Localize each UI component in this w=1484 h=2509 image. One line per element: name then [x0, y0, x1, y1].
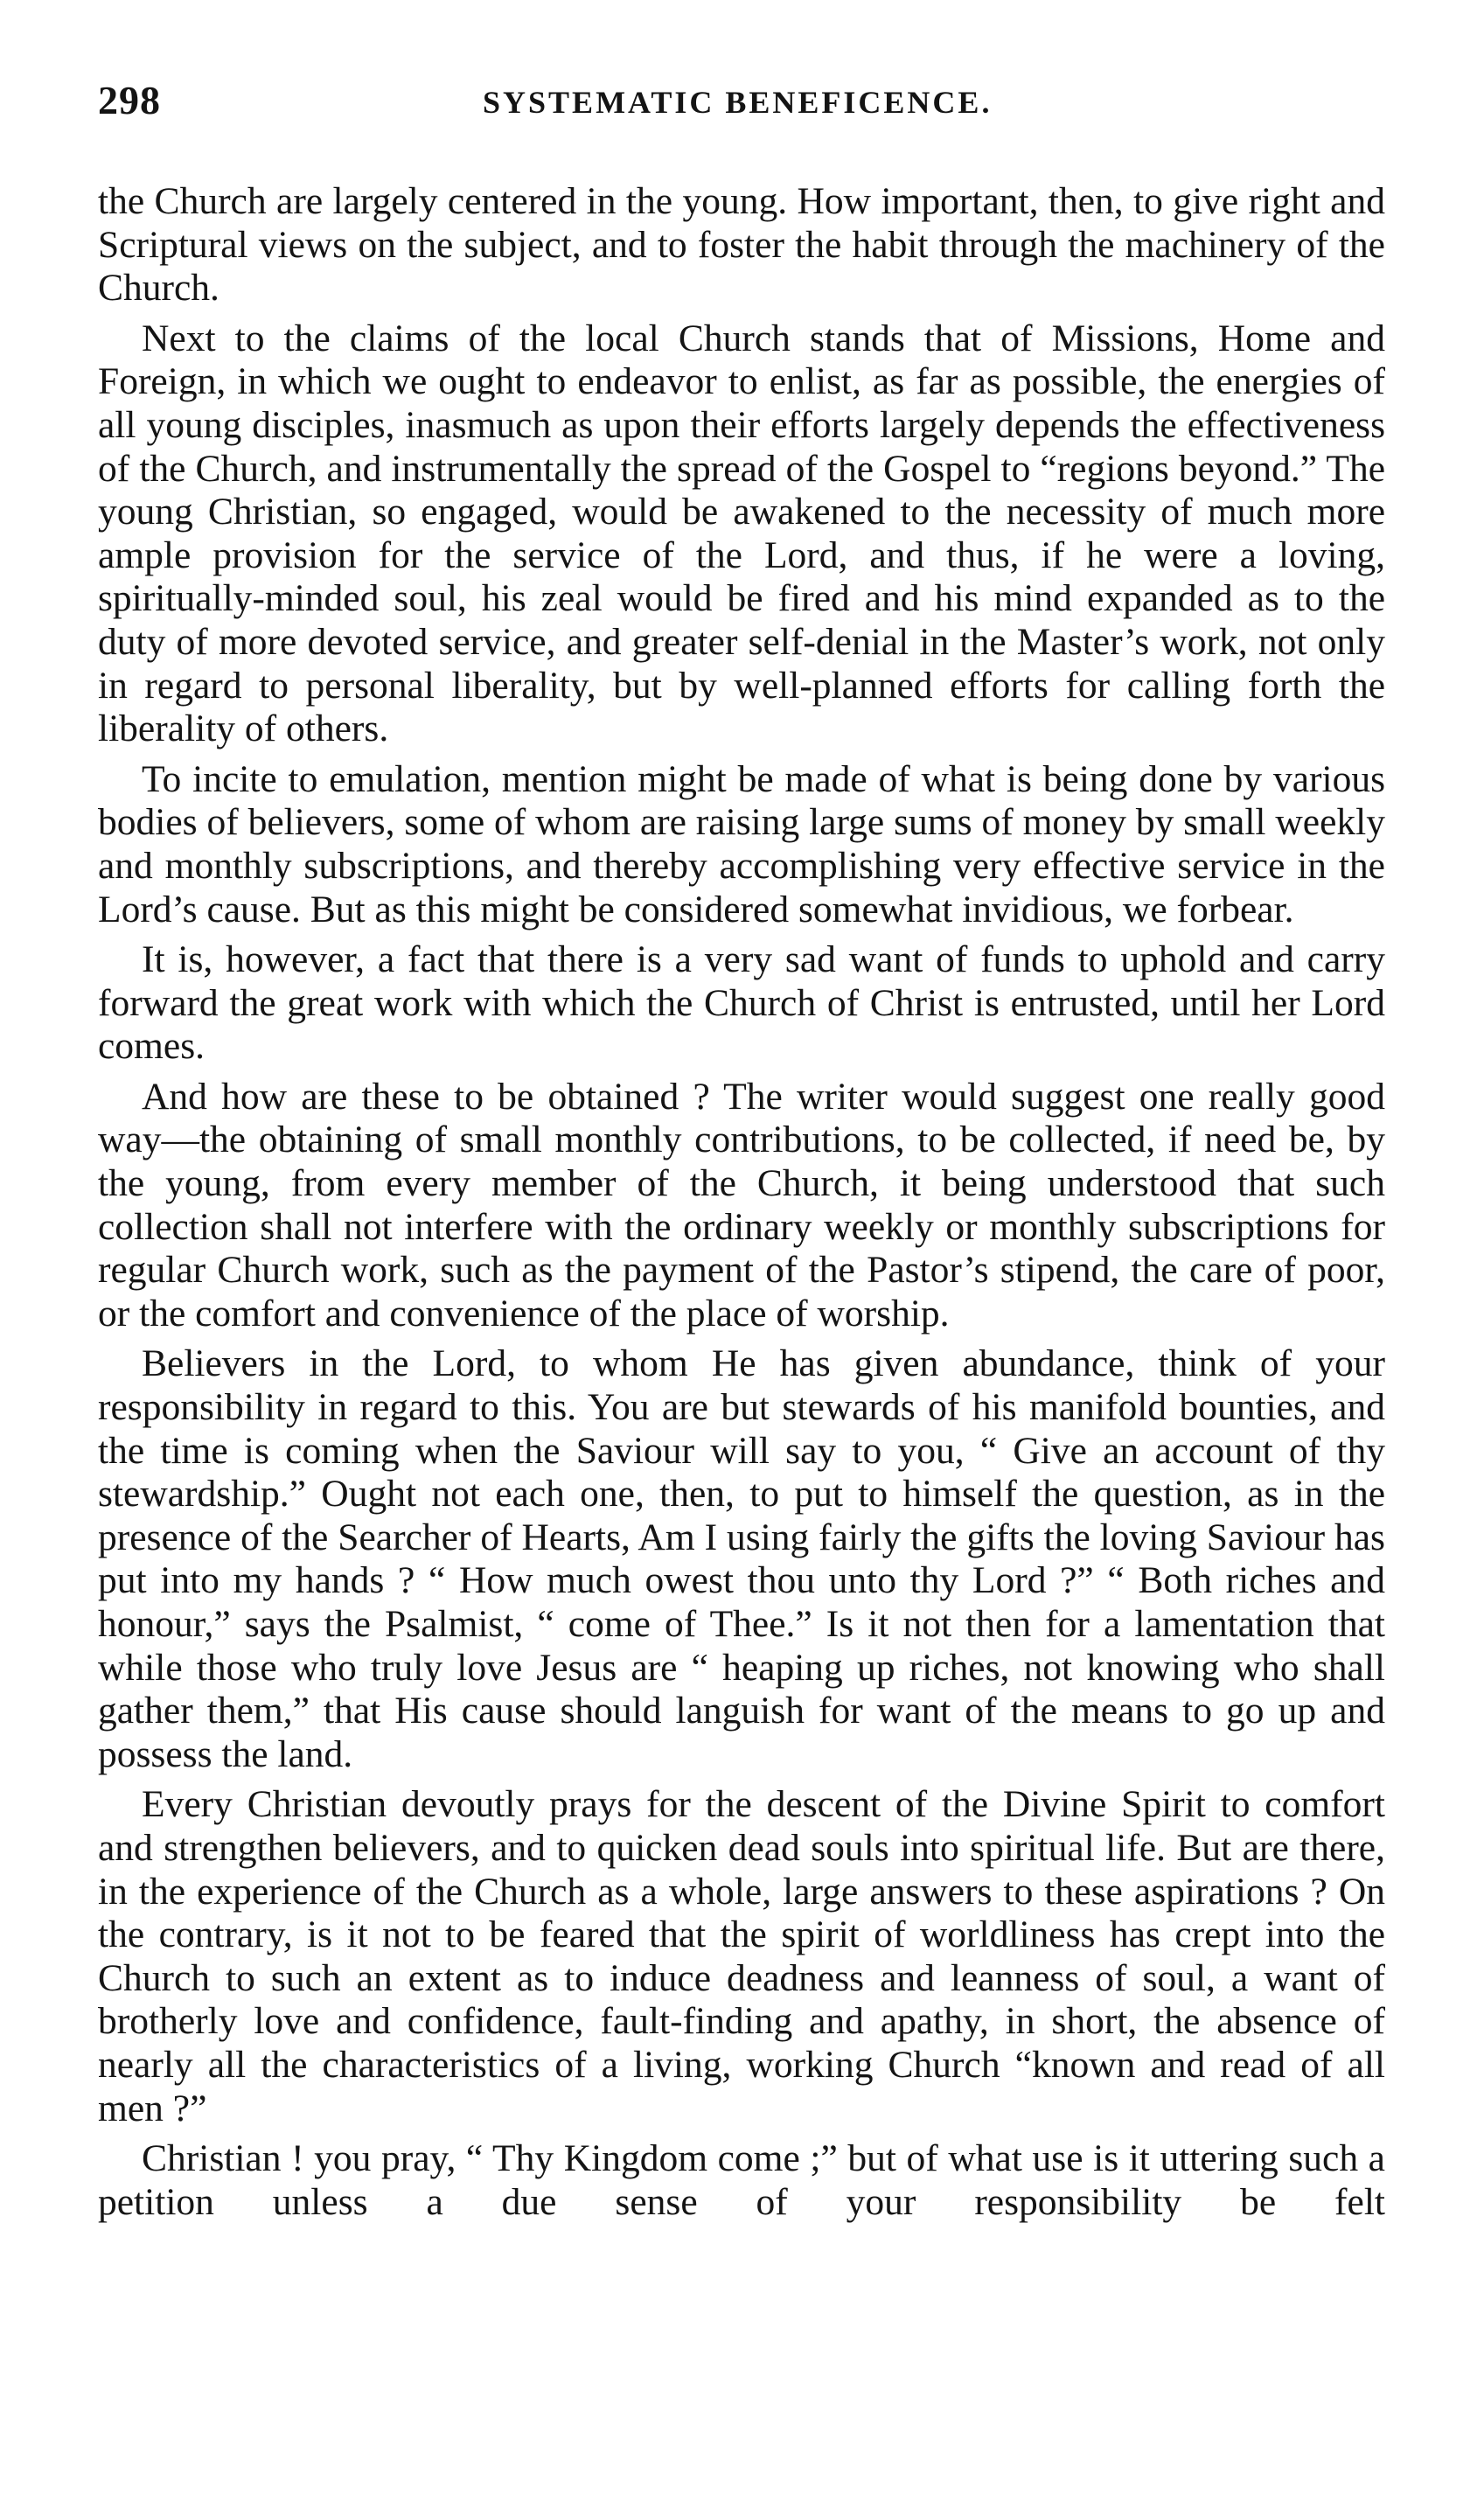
paragraph: Believers in the Lord, to whom He has given abundance, think of your responsibility in regard to this. You are but stewards of his manifold bounties, and the time is coming when the Saviour will say to you, “ Give an account of thy stewardship.” Ought not each one, then, to put to himself the question, as in the presence of the Searcher of Hearts, Am I using fairly the gifts the loving Saviour has put into my hands ? “ How much owest thou unto thy Lord ?” “ Both riches and honour,” says the Psalmist, “ come of Thee.” Is it not then for a lamentation that while those who truly love Jesus are “ heaping up riches, not knowing who shall gather them,” that His cause should languish for want of the means to go up and possess the land. — [98, 1342, 1385, 1775]
paragraph: It is, however, a fact that there is a very sad want of funds to uphold and carry forward the great work with which the Church of Christ is entrusted, until her Lord comes. — [98, 938, 1385, 1068]
page-number: 298 — [98, 78, 161, 122]
paragraph: And how are these to be obtained ? The writer would suggest one really good way—the obtaining of small monthly contributions, to be collected, if need be, by the young, from every member of the Church, it being understood that such collection shall not interfere with the ordinary weekly or monthly subscriptions for regular Church work, such as the payment of the Pastor’s stipend, the care of poor, or the comfort and convenience of the place of worship. — [98, 1075, 1385, 1335]
paragraph: To incite to emulation, mention might be made of what is being done by various bodies of believers, some of whom are raising large sums of money by small weekly and monthly subscriptions, and thereby accomplishing very effective service in the Lord’s cause. But as this might be considered somewhat invidious, we forbear. — [98, 757, 1385, 930]
paragraph: Christian ! you pray, “ Thy Kingdom come ;” but of what use is it uttering such a petition unless a due sense of your responsibility be felt — [98, 2137, 1385, 2223]
page-header — [98, 77, 1385, 138]
paragraph: the Church are largely centered in the young. How important, then, to give right and Scriptural views on the subject, and to foster the habit through the machinery of the Church. — [98, 180, 1385, 310]
paragraph: Every Christian devoutly prays for the descent of the Divine Spirit to comfort and strengthen believers, and to quicken dead souls into spiritual life. But are there, in the experience of the Church as a whole, large answers to these aspirations ? On the contrary, is it not to be feared that the spirit of worldliness has crept into the Church to such an extent as to induce deadness and leanness of soul, a want of brotherly love and confidence, fault-finding and apathy, in short, the absence of nearly all the characteristics of a living, working Church “known and read of all men ?” — [98, 1783, 1385, 2129]
body-text — [98, 180, 1385, 2224]
running-head: SYSTEMATIC BENEFICENCE. — [483, 85, 993, 120]
paragraph: Next to the claims of the local Church stands that of Missions, Home and Foreign, in which we ought to endeavor to enlist, as far as possible, the energies of all young disciples, inasmuch as upon their efforts largely depends the effectiveness of the Church, and instrumentally the spread of the Gospel to “regions beyond.” The young Christian, so engaged, would be awakened to the necessity of much more ample provision for the service of the Lord, and thus, if he were a loving, spiritually-minded soul, his zeal would be fired and his mind expanded as to the duty of more devoted service, and greater self-denial in the Master’s work, not only in regard to personal liberality, but by well-planned efforts for calling forth the liberality of others. — [98, 317, 1385, 750]
